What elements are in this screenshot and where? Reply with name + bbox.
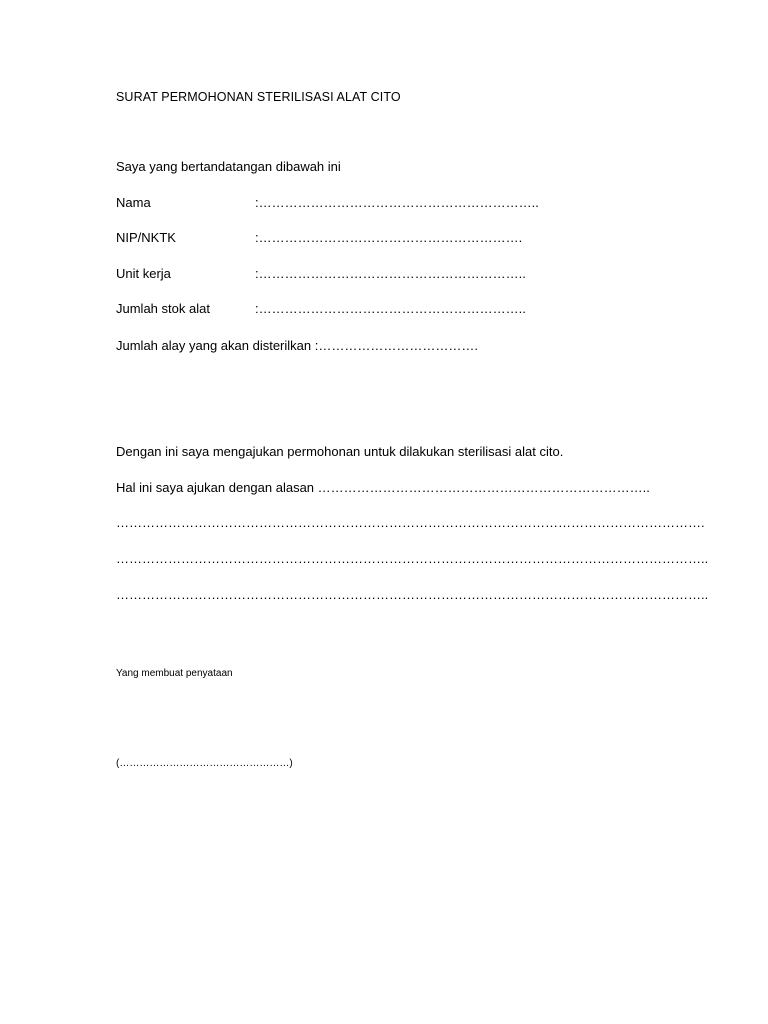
signature-heading: Yang membuat penyataan [116,668,233,679]
document-title: SURAT PERMOHONAN STERILISASI ALAT CITO [116,90,401,104]
field-label-jumlah-stok: Jumlah stok alat [116,301,210,316]
dotted-line-3: ……………………………………………………………………………………………………………………….. [116,587,709,602]
field-label-nama: Nama [116,195,151,210]
reason-line: Hal ini saya ajukan dengan alasan ………………………………………………………………….. [116,480,650,495]
intro-text: Saya yang bertandatangan dibawah ini [116,159,341,174]
field-value-nama: :……………………………………………………….. [255,195,539,210]
field-label-unit-kerja: Unit kerja [116,266,171,281]
dotted-line-2: ……………………………………………………………………………………………………………………….. [116,551,709,566]
jumlah-alat-line: Jumlah alay yang akan disterilkan :………………………………. [116,338,478,353]
field-value-jumlah-stok: :…………………………………………………….. [255,301,526,316]
dotted-line-1: ………………………………………………………………………………………………………………………. [116,515,705,530]
statement-text: Dengan ini saya mengajukan permohonan untuk dilakukan sterilisasi alat cito. [116,444,564,459]
field-label-nip: NIP/NKTK [116,230,176,245]
signature-line: (……………………………………………) [116,758,293,769]
field-value-nip: :……………………………………………………. [255,230,523,245]
field-value-unit-kerja: :…………………………………………………….. [255,266,526,281]
